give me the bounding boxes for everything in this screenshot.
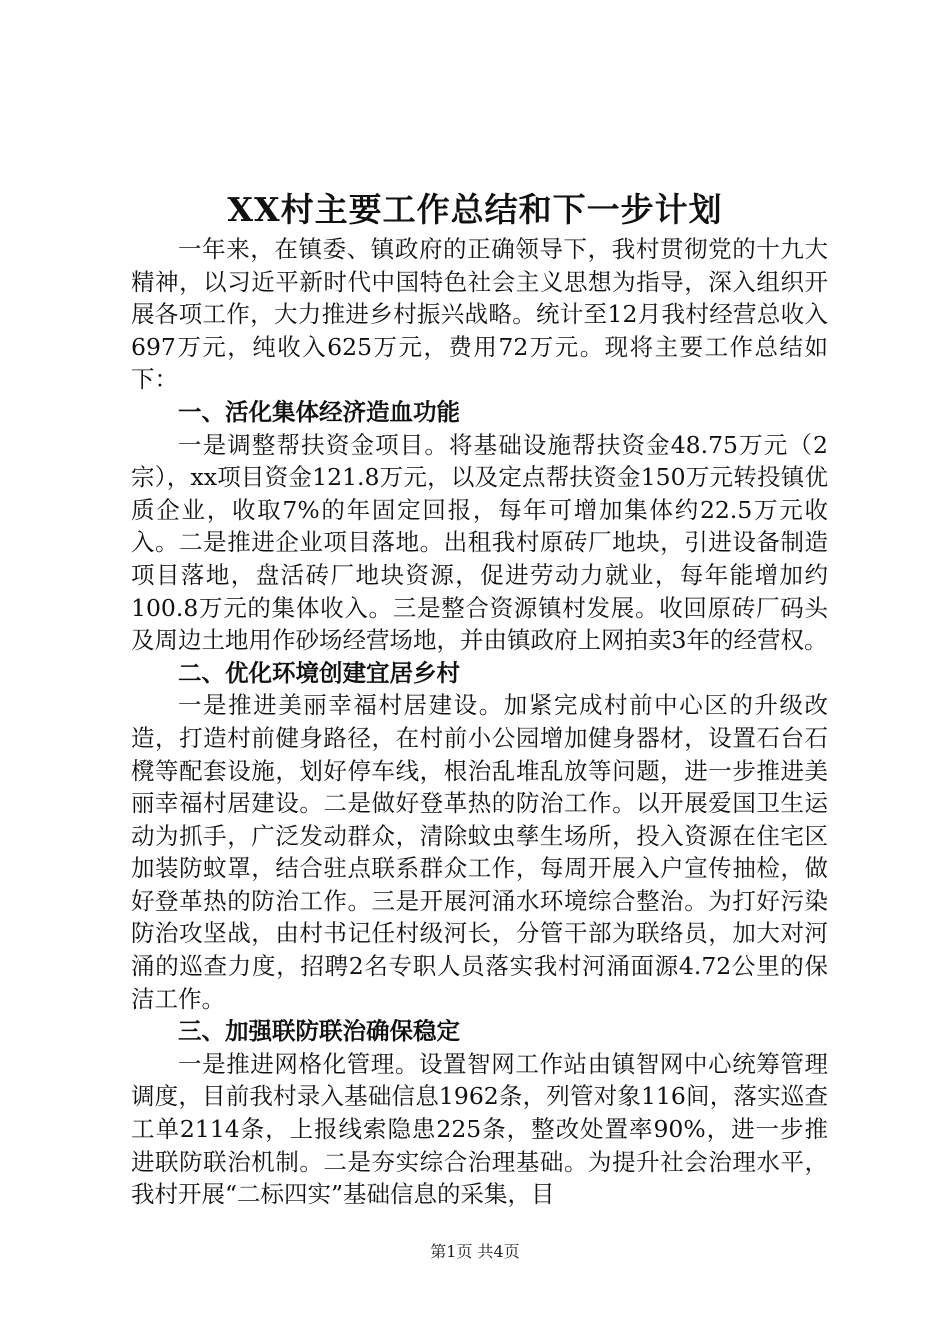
section-paragraph-1: 一是调整帮扶资金项目。将基础设施帮扶资金48.75万元（2宗），xx项目资金121.8万元，以及定点帮扶资金150万元转投镇优质企业，收取7%的年固定回报，每年可增加集体约22.5万元收入。二是推进企业项目落地。出租我村原砖厂地块，引进设备制造项目落地，盘活砖厂地块资源，促进劳动力就业，每年能增加约100.8万元的集体收入。三是整合资源镇村发展。收回原砖厂码头及周边土地用作砂场经营场地，并由镇政府上网拍卖3年的经营权。 [131,430,828,655]
section-paragraph-2: 一是推进美丽幸福村居建设。加紧完成村前中心区的升级改造，打造村前健身路径，在村前小公园增加健身器材，设置石台石櫈等配套设施，划好停车线，根治乱堆乱放等问题，进一步推进美丽幸福村居建设。二是做好登革热的防治工作。以开展爱国卫生运动为抓手，广泛发动群众，清除蚊虫孳生场所，投入资源在住宅区加装防蚊罩，结合驻点联系群众工作，每周开展入户宣传抽检，做好登革热的防治工作。三是开展河涌水环境综合整治。为打好污染防治攻坚战，由村书记任村级河长，分管干部为联络员，加大对河涌的巡查力度，招聘2名专职人员落实我村河涌面源4.72公里的保洁工作。 [131,691,828,1013]
document-body [131,233,828,1211]
page-number-footer: 第1页 共4页 [430,1242,520,1261]
section-heading-3: 三、加强联防联治确保稳定 [178,1017,460,1046]
intro-paragraph: 一年来，在镇委、镇政府的正确领导下，我村贯彻党的十九大精神，以习近平新时代中国特色社会主义思想为指导，深入组织开展各项工作，大力推进乡村振兴战略。统计至12月我村经营总收入697万元，纯收入625万元，费用72万元。现将主要工作总结如下： [131,235,828,394]
document-title: XX村主要工作总结和下一步计划 [227,190,723,229]
section-heading-1: 一、活化集体经济造血功能 [178,397,460,426]
section-heading-2: 二、优化环境创建宜居乡村 [178,658,460,687]
section-paragraph-3: 一是推进网格化管理。设置智网工作站由镇智网中心统筹管理调度，目前我村录入基础信息1962条，列管对象116间，落实巡查工单2114条，上报线索隐患225条，整改处置率90%，进一步推进联防联治机制。二是夯实综合治理基础。为提升社会治理水平，我村开展“二标四实”基础信息的采集，目 [131,1049,828,1209]
